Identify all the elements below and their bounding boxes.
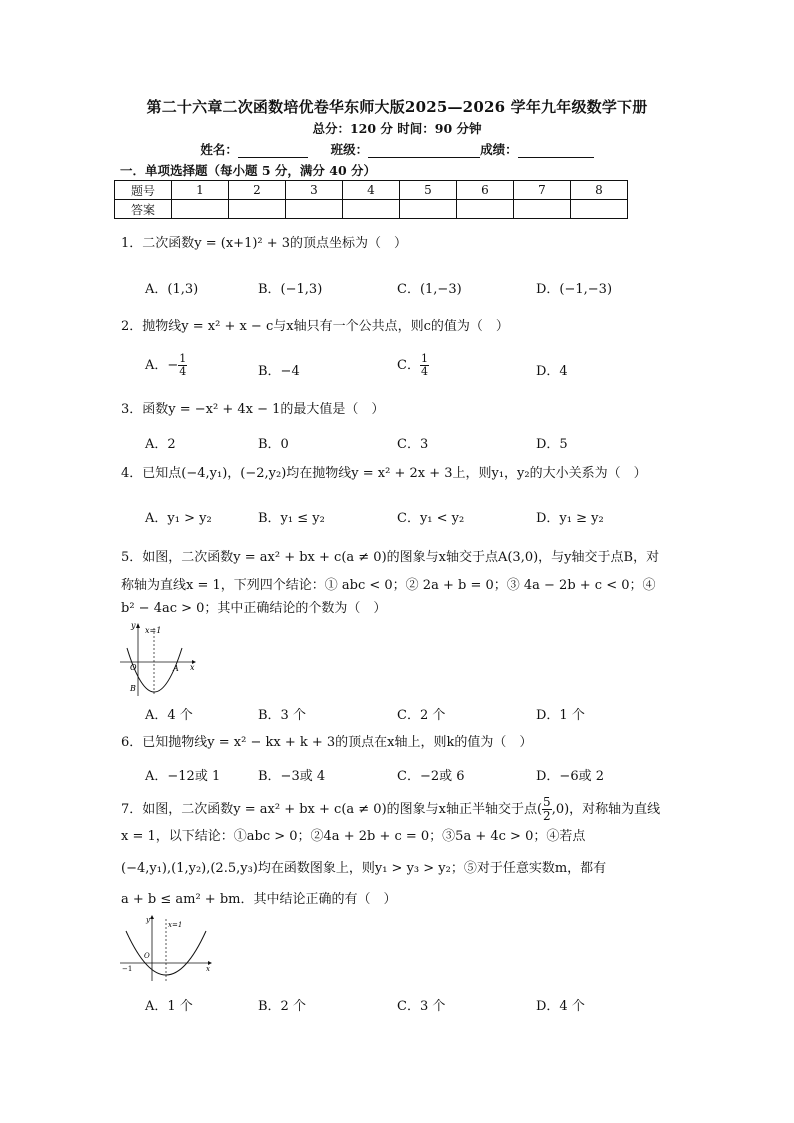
x-axis-label: x (190, 663, 195, 672)
answer-cell[interactable] (457, 200, 514, 219)
answer-cell[interactable] (172, 200, 229, 219)
fraction (178, 353, 187, 378)
class-field[interactable] (368, 157, 480, 158)
y-axis-arrow (136, 623, 140, 628)
q5-parabola-graph (116, 620, 198, 700)
origin-label: O (144, 952, 150, 960)
fraction-numerator: 5 (543, 795, 551, 809)
table-cell: 7 (514, 181, 571, 200)
q5-option-a[interactable]: A．4 个 (145, 708, 193, 723)
answer-cell[interactable] (343, 200, 400, 219)
fraction-denominator: 4 (179, 365, 187, 378)
q3-option-a[interactable]: A．2 (145, 437, 176, 452)
table-row (115, 200, 628, 219)
fraction-denominator: 2 (543, 809, 551, 823)
q2-option-b[interactable]: B．−4 (258, 364, 300, 379)
q1-option-c[interactable]: C．(1,−3) (397, 282, 462, 297)
q7-option-c[interactable]: C．3 个 (397, 999, 446, 1014)
q6-option-d[interactable]: D．−6或 2 (536, 769, 604, 784)
table-cell: 3 (286, 181, 343, 200)
question-2: 2．抛物线y = x² + x − c与x轴只有一个公共点，则c的值为（ ） (121, 319, 509, 334)
q6-option-b[interactable]: B．−3或 4 (258, 769, 326, 784)
table-cell: 6 (457, 181, 514, 200)
origin-label: O (130, 663, 137, 672)
q2-option-a-label: A．− (145, 358, 179, 373)
q1-option-d[interactable]: D．(−1,−3) (536, 282, 613, 297)
symmetry-axis-label: x=1 (168, 921, 183, 929)
q5-option-d[interactable]: D．1 个 (536, 708, 585, 723)
q2-option-d[interactable]: D．4 (536, 364, 568, 379)
q5-option-c[interactable]: C．2 个 (397, 708, 446, 723)
section-heading: 一．单项选择题（每小题 5 分，满分 40 分） (120, 163, 377, 178)
symmetry-axis-label: x=1 (145, 626, 162, 635)
question-7-line-1 (121, 796, 660, 823)
table-cell: 题号 (115, 181, 172, 200)
class-label: 班级： (330, 142, 369, 157)
question-1: 1．二次函数y = (x+1)² + 3的顶点坐标为（ ） (121, 236, 408, 251)
table-cell: 4 (343, 181, 400, 200)
q4-option-b[interactable]: B．y₁ ≤ y₂ (258, 511, 325, 526)
table-cell: 5 (400, 181, 457, 200)
q7-line-1-text: 7．如图，二次函数y = ax² + bx + c(a ≠ 0)的图象与x轴正半轴交于点( (121, 802, 543, 817)
q5-option-b[interactable]: B．3 个 (258, 708, 306, 723)
table-cell: 答案 (115, 200, 172, 219)
fraction-denominator: 4 (420, 365, 428, 378)
q7-option-a[interactable]: A．1 个 (145, 999, 193, 1014)
q7-line-1-tail: ,0)，对称轴为直线 (551, 802, 661, 817)
q4-option-c[interactable]: C．y₁ < y₂ (397, 511, 465, 526)
q2-option-c-label: C． (397, 358, 420, 373)
q3-option-d[interactable]: D．5 (536, 437, 568, 452)
fraction (420, 353, 429, 378)
q1-option-a[interactable]: A．(1,3) (145, 282, 199, 297)
exam-meta: 总分：120 分 时间：90 分钟 (312, 121, 482, 136)
question-4: 4．已知点(−4,y₁)，(−2,y₂)均在抛物线y = x² + 2x + 3上，则y₁，y₂的大小关系为（ ） (121, 466, 647, 481)
table-cell: 8 (571, 181, 628, 200)
q3-option-c[interactable]: C．3 (397, 437, 429, 452)
answer-cell[interactable] (229, 200, 286, 219)
score-label: 成绩： (480, 142, 518, 157)
page-title: 第二十六章二次函数培优卷华东师大版2025—2026 学年九年级数学下册 (146, 98, 648, 116)
x-axis-label: x (206, 965, 210, 973)
question-5-line-1: 5．如图，二次函数y = ax² + bx + c(a ≠ 0)的图象与x轴交于点A(3,0)，与y轴交于点B，对 (121, 550, 660, 565)
q6-option-a[interactable]: A．−12或 1 (145, 769, 221, 784)
answer-table (114, 180, 628, 219)
q4-option-a[interactable]: A．y₁ > y₂ (145, 511, 212, 526)
score-field[interactable] (518, 157, 594, 158)
question-5-line-3: b² − 4ac > 0；其中正确结论的个数为（ ） (121, 601, 387, 616)
q1-option-b[interactable]: B．(−1,3) (258, 282, 323, 297)
point-a-label: A (173, 664, 179, 673)
name-label: 姓名： (200, 142, 238, 157)
answer-cell[interactable] (571, 200, 628, 219)
answer-cell[interactable] (400, 200, 457, 219)
q2-option-c[interactable] (397, 353, 429, 378)
y-axis-label: y (146, 916, 150, 924)
question-7-line-3: (−4,y₁),(1,y₂),(2.5,y₃)均在函数图象上，则y₁ > y₃ > y₂；⑤对于任意实数m，都有 (121, 861, 607, 876)
neg-one-label: −1 (122, 965, 133, 973)
q7-parabola-graph (116, 913, 214, 985)
fraction (542, 796, 552, 823)
q4-option-d[interactable]: D．y₁ ≥ y₂ (536, 511, 604, 526)
table-cell: 2 (229, 181, 286, 200)
q3-option-b[interactable]: B．0 (258, 437, 289, 452)
question-7-line-4: a + b ≤ am² + bm．其中结论正确的有（ ） (121, 892, 397, 907)
fraction-numerator: 1 (420, 352, 428, 365)
answer-cell[interactable] (514, 200, 571, 219)
question-7-line-2: x = 1，以下结论：①abc > 0；②4a + 2b + c = 0；③5a + 4c > 0；④若点 (121, 829, 586, 844)
student-info (0, 140, 794, 158)
answer-cell[interactable] (286, 200, 343, 219)
q7-option-b[interactable]: B．2 个 (258, 999, 306, 1014)
q6-option-c[interactable]: C．−2或 6 (397, 769, 465, 784)
name-field[interactable] (238, 157, 308, 158)
y-axis-label: y (131, 621, 136, 630)
question-3: 3．函数y = −x² + 4x − 1的最大值是（ ） (121, 402, 385, 417)
q7-option-d[interactable]: D．4 个 (536, 999, 585, 1014)
question-5-line-2: 称轴为直线x = 1，下列四个结论：① abc < 0；② 2a + b = 0；③ 4a − 2b + c < 0；④ (121, 578, 656, 593)
table-row (115, 181, 628, 200)
q2-option-a[interactable] (145, 353, 187, 378)
question-6: 6．已知抛物线y = x² − kx + k + 3的顶点在x轴上，则k的值为（ ） (121, 735, 533, 750)
fraction-numerator: 1 (179, 352, 187, 365)
point-b-label: B (130, 684, 136, 693)
y-axis-arrow (150, 915, 154, 919)
table-cell: 1 (172, 181, 229, 200)
